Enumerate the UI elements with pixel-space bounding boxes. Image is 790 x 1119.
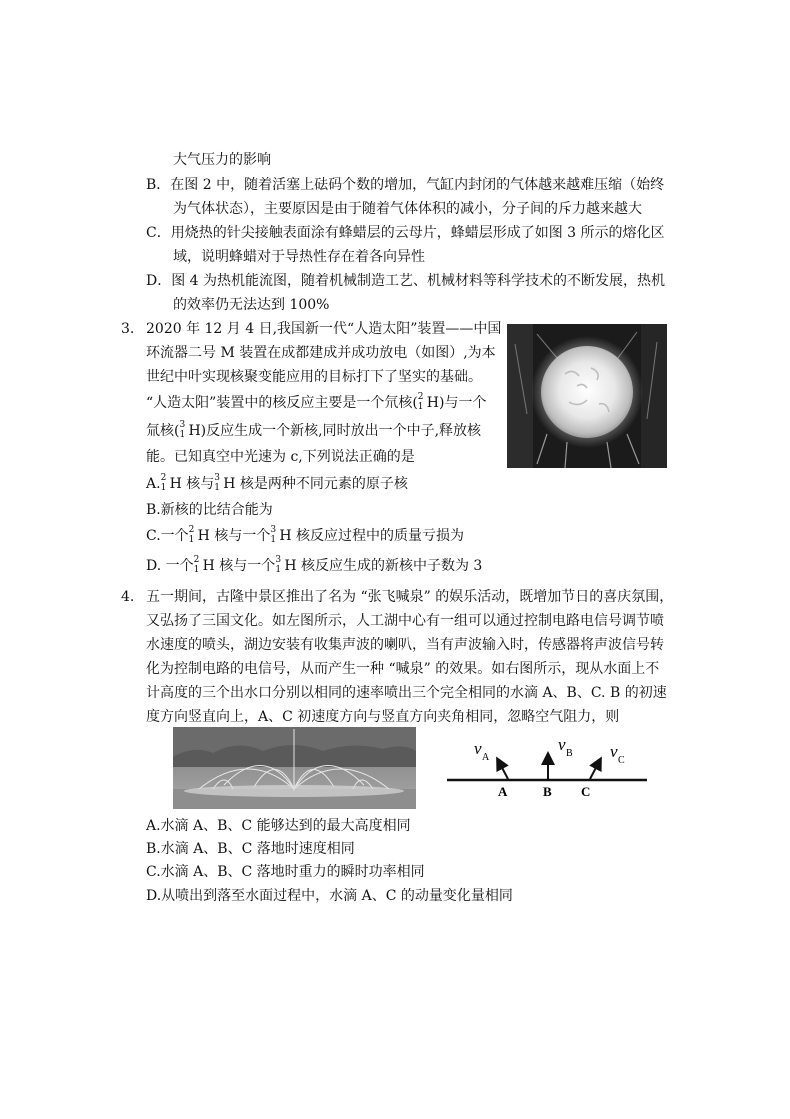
label-va-sub: A	[482, 752, 490, 763]
q2-option-d-line2: 的效率仍无法达到 100%	[173, 297, 330, 313]
q4-stem-line2: 又弘扬了三国文化。如左图所示，人工湖中心有一组可以通过控制电路电信号调节喷	[146, 613, 664, 629]
isotope-h3: 3 1	[179, 420, 186, 440]
isotope-h2: 2 1	[188, 525, 195, 545]
q3-option-c: C.一个 2 1 H 核与一个 3 1 H 核反应过程中的质量亏损为	[146, 525, 465, 545]
q4-number: 4.	[121, 589, 135, 605]
q3-stem-line5: 氚核( 3 1 H)反应生成一个新核,同时放出一个中子,释放核	[146, 420, 482, 440]
q3-stem-line4: “人造太阳”装置中的核反应主要是一个氘核( 2 1 H)与一个	[146, 392, 487, 412]
q2-option-b-line1: B．在图 2 中，随着活塞上砝码个数的增加，气缸内封闭的气体越来越难压缩（始终	[146, 177, 665, 193]
q3-option-d: D. 一个 2 1 H 核与一个 3 1 H 核反应生成的新核中子数为 3	[146, 555, 483, 575]
q3-option-a: A. 2 1 H 核与 3 1 H 核是两种不同元素的原子核	[146, 473, 408, 493]
point-a-label: A	[498, 784, 508, 799]
q2-option-a-continuation: 大气压力的影响	[173, 152, 271, 168]
q4-option-a: A.水滴 A、B、C 能够达到的最大高度相同	[146, 818, 411, 834]
q2-option-c-line1: C．用烧热的针尖接触表面涂有蜂蜡层的云母片，蜂蜡层形成了如图 3 所示的熔化区	[146, 225, 665, 241]
q2-option-c-line2: 域，说明蜂蜡对于导热性存在着各向异性	[173, 249, 425, 265]
q4-stem-line4: 化为控制电路的电信号，从而产生一种 “喊泉” 的效果。如右图所示，现从水面上不	[146, 661, 660, 677]
isotope-h2: 2 1	[193, 555, 200, 575]
q4-stem-line3: 水速度的喷头，湖边安装有收集声波的喇叭，当有声波输入时，传感器将声波信号转	[146, 637, 664, 653]
label-vc-sub: C	[618, 755, 625, 766]
q3-option-b: B.新核的比结合能为	[146, 502, 273, 518]
q3-stem-line6: 能。已知真空中光速为 c,下列说法正确的是	[146, 449, 415, 465]
q2-option-d-line1: D．图 4 为热机能流图，随着机械制造工艺、机械材料等科学技术的不断发展，热机	[146, 273, 666, 289]
velocity-arrow-c	[590, 760, 600, 779]
isotope-h3: 3 1	[275, 555, 282, 575]
q3-number: 3.	[121, 321, 135, 337]
q3-stem-line1: 2020 年 12 月 4 日,我国新一代“人造太阳”装置——中国	[146, 321, 502, 337]
q3-stem-line2: 环流器二号 M 装置在成都建成并成功放电（如图）,为本	[146, 345, 496, 361]
velocity-arrow-a	[498, 760, 508, 779]
label-vc: v	[610, 742, 618, 761]
q2-option-b-line2: 为气体状态），主要原因是由于随着气体体积的减小，分子间的斥力越来越大	[173, 201, 642, 217]
point-c-label: C	[581, 784, 591, 799]
q4-option-d: D.从喷出到落至水面过程中，水滴 A、C 的动量变化量相同	[146, 888, 513, 904]
q4-stem-line6: 度方向竖直向上，A、C 初速度方向与竖直方向夹角相同，忽略空气阻力，则	[146, 709, 620, 725]
q4-option-b: B.水滴 A、B、C 落地时速度相同	[146, 841, 355, 857]
isotope-h3: 3 1	[270, 525, 277, 545]
q4-stem-line5: 计高度的三个出水口分别以相同的速率喷出三个完全相同的水滴 A、B、C. B 的初速	[146, 685, 667, 701]
label-vb: v	[558, 735, 566, 754]
q3-stem-line3: 世纪中叶实现核聚变能应用的目标打下了坚实的基础。	[146, 369, 482, 385]
point-b-label: B	[543, 784, 552, 799]
label-va: v	[474, 739, 482, 758]
isotope-h2: 2 1	[417, 392, 424, 412]
isotope-h3: 3 1	[214, 473, 220, 493]
q4-stem-line1: 五一期间，古隆中景区推出了名为 “张飞喊泉” 的娱乐活动，既增加节日的喜庆氛围，	[146, 589, 674, 605]
artificial-sun-photo	[507, 324, 667, 468]
isotope-h2: 2 1	[160, 473, 167, 493]
fountain-photo	[173, 727, 416, 809]
velocity-diagram	[440, 730, 655, 800]
label-vb-sub: B	[566, 748, 573, 759]
q4-option-c: C.水滴 A、B、C 落地时重力的瞬时功率相同	[146, 864, 425, 880]
